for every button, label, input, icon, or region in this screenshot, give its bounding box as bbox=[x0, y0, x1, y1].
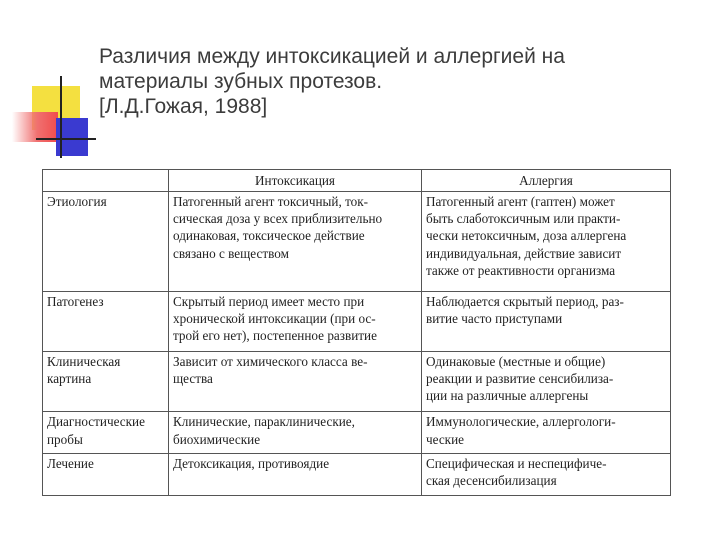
row-label bbox=[43, 192, 169, 292]
table-row bbox=[43, 291, 671, 351]
cell-line: Наблюдается скрытый период, раз- bbox=[426, 293, 624, 309]
intoxication-cell bbox=[169, 352, 422, 412]
cell-line: реакции и развитие сенсибилиза- bbox=[426, 371, 614, 387]
allergy-cell bbox=[422, 291, 671, 351]
table-header-row bbox=[43, 170, 671, 192]
header-empty bbox=[43, 170, 169, 192]
cell-line: витие часто приступами bbox=[426, 310, 563, 326]
row-label bbox=[43, 412, 169, 453]
cell-line: щества bbox=[173, 371, 213, 387]
allergy-cell bbox=[422, 412, 671, 453]
cell-line: Патогенный агент токсичный, ток- bbox=[173, 194, 369, 209]
comparison-table bbox=[42, 169, 671, 496]
cell-line: хронической интоксикации (при ос- bbox=[173, 310, 376, 326]
decor-horizontal-line bbox=[36, 138, 96, 140]
table-row bbox=[43, 412, 671, 453]
table-row bbox=[43, 352, 671, 412]
cell-line: Зависит от химического класса ве- bbox=[173, 354, 368, 370]
cell-line: ческие bbox=[426, 431, 464, 447]
cell-line: также от реактивности организма bbox=[426, 262, 616, 278]
title-line: Различия между интоксикацией и аллергией на bbox=[99, 45, 565, 68]
cell-line: Патогенный агент (гаптен) может bbox=[426, 194, 615, 209]
cell-line: Одинаковые (местные и общие) bbox=[426, 354, 606, 370]
cell-line: индивидуальная, действие зависит bbox=[426, 245, 622, 261]
cell-line: Патогенез bbox=[47, 293, 104, 309]
table-row bbox=[43, 192, 671, 292]
cell-line: ции на различные аллергены bbox=[426, 388, 589, 404]
decor-vertical-line bbox=[60, 76, 62, 158]
row-label bbox=[43, 453, 169, 495]
cell-line: чески нетоксичным, доза аллергена bbox=[426, 228, 627, 244]
cell-line: Клинические, параклинические, bbox=[173, 414, 355, 430]
cell-line: Специфическая и неспецифиче- bbox=[426, 455, 607, 471]
cell-line: Скрытый период имеет место при bbox=[173, 293, 365, 309]
header-intoxication: Интоксикация bbox=[169, 170, 422, 192]
cell-line: быть слаботоксичным или практи- bbox=[426, 211, 621, 227]
cell-line: трой его нет), постепенное развитие bbox=[173, 328, 377, 344]
cell-line: биохимические bbox=[173, 431, 261, 447]
header-allergy: Аллергия bbox=[422, 170, 671, 192]
row-label bbox=[43, 352, 169, 412]
table-row bbox=[43, 453, 671, 495]
cell-line: Иммунологические, аллергологи- bbox=[426, 414, 616, 430]
allergy-cell bbox=[422, 352, 671, 412]
cell-line: Детоксикация, противоядие bbox=[173, 455, 330, 471]
cell-line: Клиническая bbox=[47, 354, 121, 370]
cell-line: Диагностические bbox=[47, 414, 145, 430]
cell-line: связано с веществом bbox=[173, 245, 289, 261]
title-line: [Л.Д.Гожая, 1988] bbox=[99, 95, 268, 118]
cell-line: Лечение bbox=[47, 455, 94, 471]
cell-line: сическая доза у всех приблизительно bbox=[173, 211, 383, 227]
intoxication-cell bbox=[169, 412, 422, 453]
cell-line: Этиология bbox=[47, 194, 107, 209]
allergy-cell bbox=[422, 453, 671, 495]
row-label bbox=[43, 291, 169, 351]
slide-title bbox=[99, 44, 699, 119]
cell-line: одинаковая, токсическое действие bbox=[173, 228, 365, 244]
allergy-cell bbox=[422, 192, 671, 292]
cell-line: пробы bbox=[47, 431, 83, 447]
cell-line: ская десенсибилизация bbox=[426, 472, 557, 488]
cell-line: картина bbox=[47, 371, 92, 387]
intoxication-cell bbox=[169, 192, 422, 292]
intoxication-cell bbox=[169, 291, 422, 351]
intoxication-cell bbox=[169, 453, 422, 495]
title-line: материалы зубных протезов. bbox=[99, 70, 383, 93]
